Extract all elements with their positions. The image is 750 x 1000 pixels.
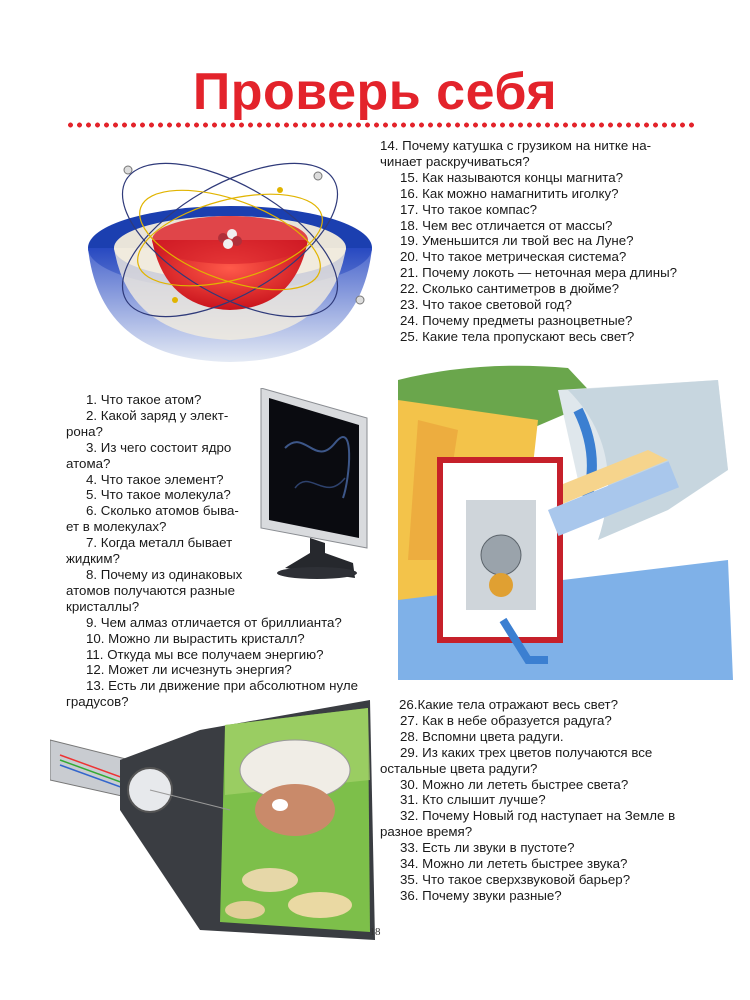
question-item: 14. Почему катушка с грузиком на нитке на-	[380, 138, 652, 153]
question-item: 4. Что такое элемент?	[86, 471, 224, 487]
question-item: 2. Какой заряд у элект-	[86, 407, 229, 423]
dam-illustration	[398, 360, 733, 680]
question-item: 25. Какие тела пропускают весь свет?	[400, 328, 635, 344]
question-item: 16. Как можно намагнитить иголку?	[400, 185, 619, 201]
question-item: 31. Кто слышит лучше?	[400, 792, 546, 808]
question-item: 19. Уменьшится ли твой вес на Луне?	[400, 233, 634, 249]
question-item: рона?	[66, 423, 103, 439]
page-title: Проверь себя	[192, 63, 558, 121]
question-item: 8. Почему из одинаковых	[86, 566, 243, 582]
question-item: 32. Почему Новый год наступает на Земле в	[400, 808, 676, 824]
question-item: 24. Почему предметы разноцветные?	[400, 312, 633, 328]
question-item: 9. Чем алмаз отличается от бриллианта?	[86, 614, 342, 630]
question-item: 30. Можно ли лететь быстрее света?	[400, 776, 629, 792]
question-item: 15. Как называются концы магнита?	[400, 169, 624, 185]
question-item: 29. Из каких трех цветов получаются все	[400, 744, 653, 760]
question-item: кристаллы?	[66, 598, 140, 614]
question-item: 7. Когда металл бывает	[86, 535, 233, 551]
atom-illustration	[80, 130, 380, 380]
question-item: 35. Что такое сверхзвуковой барьер?	[400, 871, 631, 887]
question-item: 1. Что такое атом?	[86, 392, 202, 407]
question-item: 20. Что такое метрическая система?	[400, 249, 627, 265]
question-item: 3. Из чего состоит ядро	[86, 439, 232, 455]
question-item: чинает раскручиваться?	[380, 153, 530, 169]
question-item: 22. Сколько сантиметров в дюйме?	[400, 281, 620, 297]
questions-bottom-list	[380, 697, 720, 904]
question-item: остальные цвета радуги?	[380, 760, 538, 776]
question-item: разное время?	[380, 824, 473, 840]
question-item: 11. Откуда мы все получаем энергию?	[86, 646, 324, 662]
question-item: 34. Можно ли лететь быстрее звука?	[400, 856, 628, 872]
question-item: 21. Почему локоть — неточная мера длины?	[400, 265, 678, 281]
question-item: градусов?	[66, 694, 129, 710]
question-item: 6. Сколько атомов быва-	[86, 503, 239, 519]
question-item: 26.Какие тела отражают весь свет?	[399, 697, 619, 712]
questions-left-list	[66, 392, 396, 710]
dotted-divider	[66, 122, 696, 128]
question-item: 10. Можно ли вырастить кристалл?	[86, 630, 305, 646]
question-item: атома?	[66, 455, 111, 471]
question-item: ет в молекулах?	[66, 519, 167, 535]
question-item: 27. Как в небе образуется радуга?	[400, 712, 612, 728]
question-item: 18. Чем вес отличается от массы?	[400, 217, 613, 233]
question-item: 5. Что такое молекула?	[86, 487, 231, 503]
question-item: атомов получаются разные	[66, 582, 235, 598]
question-item: 17. Что такое компас?	[400, 201, 538, 217]
crt-tortoise-illustration	[50, 700, 380, 940]
question-item: 12. Может ли исчезнуть энергия?	[86, 662, 292, 678]
question-item: 28. Вспомни цвета радуги.	[400, 728, 564, 744]
questions-top-list	[380, 138, 710, 345]
question-item: 33. Есть ли звуки в пустоте?	[400, 840, 575, 856]
question-item: 36. Почему звуки разные?	[400, 887, 562, 903]
question-item: 23. Что такое световой год?	[400, 297, 572, 313]
page-number: 18	[369, 926, 381, 938]
question-item: 13. Есть ли движение при абсолютном нуле	[86, 678, 358, 694]
question-item: жидким?	[66, 551, 120, 567]
